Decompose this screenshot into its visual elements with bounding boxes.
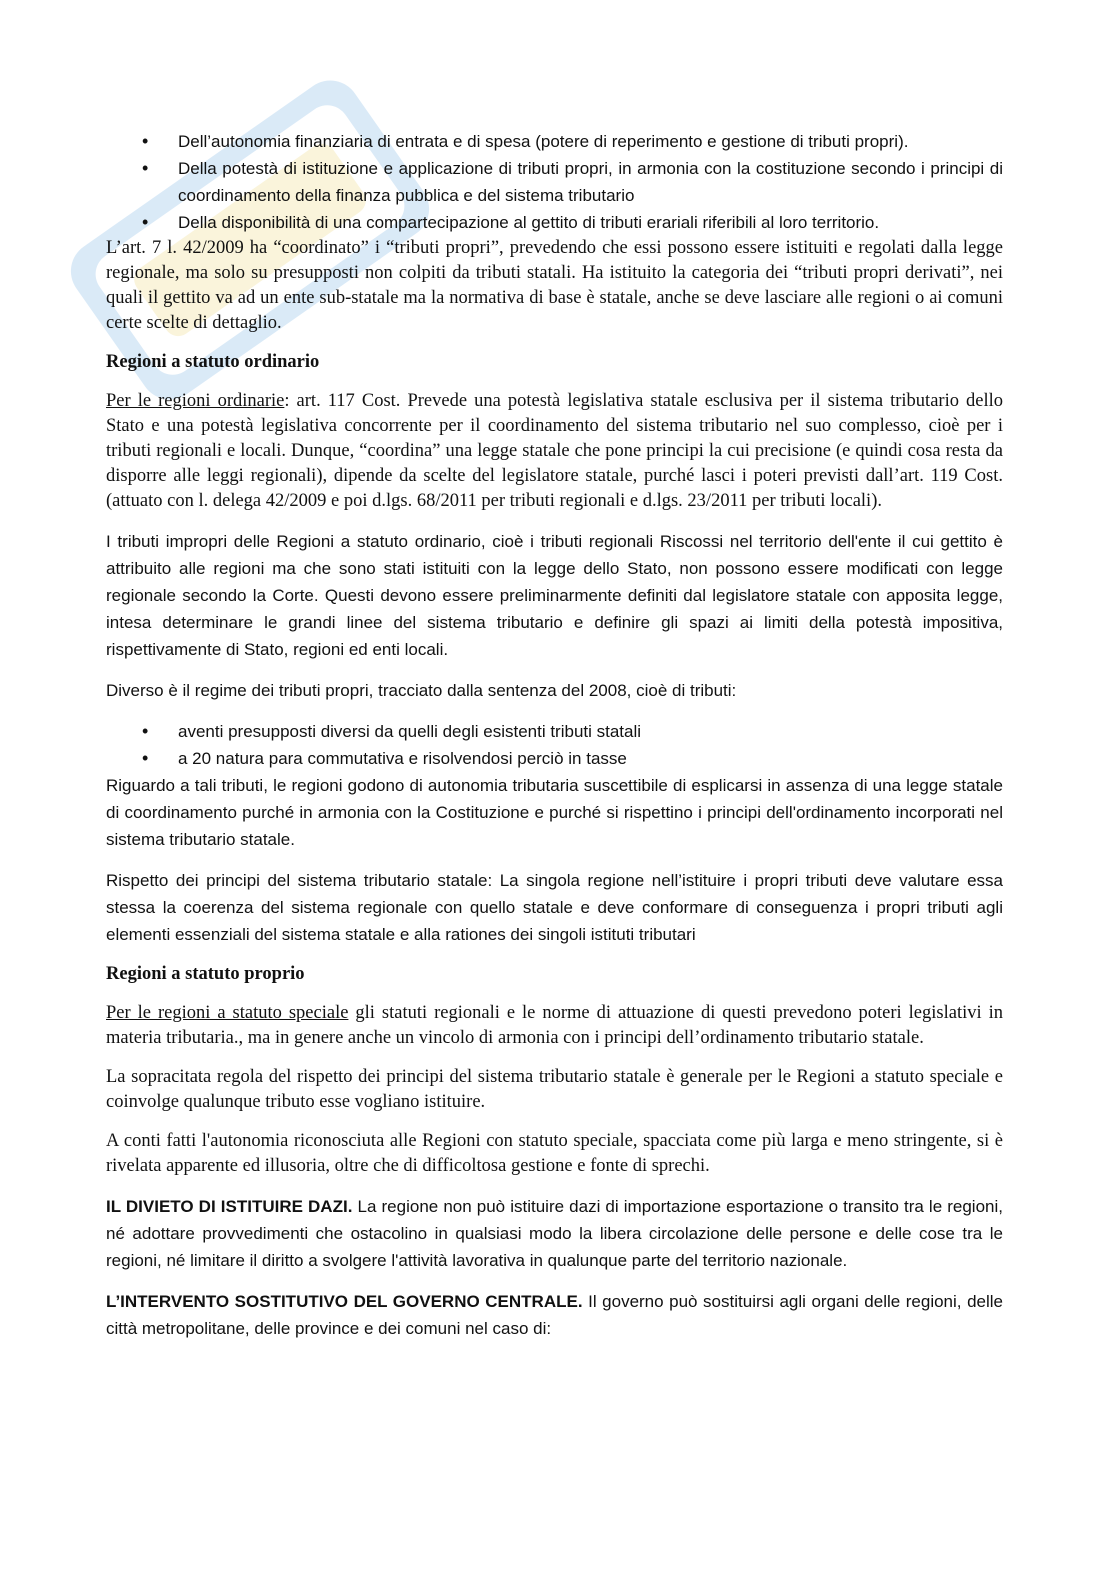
list-item: • aventi presupposti diversi da quelli degli esistenti tributi statali [106, 718, 1003, 745]
paragraph-diverso: Diverso è il regime dei tributi propri, tracciato dalla sentenza del 2008, cioè di tributi: [106, 681, 737, 700]
paragraph-statuto-speciale [106, 1001, 1003, 1051]
bold-title: L’INTERVENTO SOSTITUTIVO DEL GOVERNO CENTRALE. [106, 1292, 583, 1311]
paragraph-conti-fatti: A conti fatti l'autonomia riconosciuta alle Regioni con statuto speciale, spacciata come più larga e meno stringente, si è rivelata apparente ed illusoria, oltre che di difficoltosa gestione e fonte di sprechi. [106, 1131, 1003, 1176]
list-item: • Dell’autonomia finanziaria di entrata e di spesa (potere di reperimento e gestione di tributi propri). [106, 128, 1003, 155]
paragraph-divieto-dazi [106, 1193, 1003, 1274]
paragraph-riguardo: Riguardo a tali tributi, le regioni godono di autonomia tributaria suscettibile di esplicarsi in assenza di una legge statale di coordinamento purché in armonia con la Costituzione e purché si rispettino i principi dell'ordinamento incorporati nel sistema tributario statale. [106, 776, 1003, 849]
heading-statuto-proprio: Regioni a statuto proprio [106, 964, 305, 984]
list-item: • a 20 natura para commutativa e risolvendosi perciò in tasse [106, 745, 1003, 772]
list-item: • Della disponibilità di una compartecipazione al gettito di tributi erariali riferibili al loro territorio. [106, 209, 1003, 236]
bullet-list-top [106, 128, 1003, 236]
paragraph-sopracitata: La sopracitata regola del rispetto dei principi del sistema tributario statale è generale per le Regioni a statuto speciale e coinvolge qualunque tributo esse vogliano istituire. [106, 1067, 1003, 1112]
paragraph-intervento-sostitutivo [106, 1288, 1003, 1342]
underlined-lead: Per le regioni a statuto speciale [106, 1003, 349, 1023]
document-page [106, 128, 1003, 1342]
paragraph-text: gli statuti regionali e le norme di attuazione di questi prevedono poteri legislativi in materia tributaria., ma in genere anche un vincolo di armonia con i principi dell’ordinamento tributario statale. [106, 1003, 1003, 1048]
heading-statuto-ordinario: Regioni a statuto ordinario [106, 352, 320, 372]
paragraph-tributi-impropri: I tributi impropri delle Regioni a statuto ordinario, cioè i tributi regionali Riscossi nel territorio dell'ente il cui gettito è attribuito alle regioni ma che sono stati istituiti con la legge dello Stato, non possono essere modificati con legge regionale secondo la Corte. Questi devono essere preliminarmente definiti dal legislatore statale con apposita legge, intesa determinare le grandi linee del sistema tributario e definire gli spazi ai limiti della potestà impositiva, rispettivamente di Stato, regioni ed enti locali. [106, 532, 1003, 659]
paragraph-rispetto: Rispetto dei principi del sistema tributario statale: La singola regione nell’istituire i propri tributi deve valutare essa stessa la coerenza del sistema regionale con quello statale e deve conformare di conseguenza i propri tributi agli elementi essenziali del sistema statale e alla rationes dei singoli istituti tributari [106, 871, 1003, 944]
paragraph-text: Il governo può sostituirsi agli organi delle regioni, delle città metropolitane, delle province e dei comuni nel caso di: [106, 1292, 1003, 1338]
paragraph-text: La regione non può istituire dazi di importazione esportazione o transito tra le regioni, né adottare provvedimenti che ostacolino in qualsiasi modo la libera circolazione delle persone e delle cose tra le regioni, né limitare il diritto a svolgere l'attività lavorativa in qualunque parte del territorio nazionale. [106, 1197, 1003, 1270]
paragraph-text: : art. 117 Cost. Prevede una potestà legislativa statale esclusiva per il sistema tributario dello Stato e una potestà legislativa concorrente per il coordinamento del sistema tributario nel suo complesso, cioè per i tributi regionali e locali. Dunque, “coordina” una legge statale che pone principi la cui precisione (e quindi cosa resta da disporre alle leggi regionali), dipende da scelte del legislatore statale, purché lasci i poteri previsti dall’art. 119 Cost. (attuato con l. delega 42/2009 e poi d.lgs. 68/2011 per tributi regionali e d.lgs. 23/2011 per tributi locali). [106, 391, 1004, 511]
underlined-lead: Per le regioni ordinarie [106, 391, 285, 411]
bullet-list-mid [106, 718, 1003, 772]
bold-title: IL DIVIETO DI ISTITUIRE DAZI. [106, 1197, 353, 1216]
list-item: • Della potestà di istituzione e applicazione di tributi propri, in armonia con la costituzione secondo i principi di coordinamento della finanza pubblica e del sistema tributario [106, 155, 1003, 209]
paragraph-regioni-ordinarie [106, 389, 1003, 514]
paragraph-art7: L’art. 7 l. 42/2009 ha “coordinato” i “tributi propri”, prevedendo che essi possono essere istituiti e regolati dalla legge regionale, ma solo su presupposti non colpiti da tributi statali. Ha istituito la categoria dei “tributi propri derivati”, nei quali il gettito va ad un ente sub-statale ma la normativa di base è statale, anche se deve lasciare alle regioni o ai comuni certe scelte di dettaglio. [106, 238, 1003, 333]
